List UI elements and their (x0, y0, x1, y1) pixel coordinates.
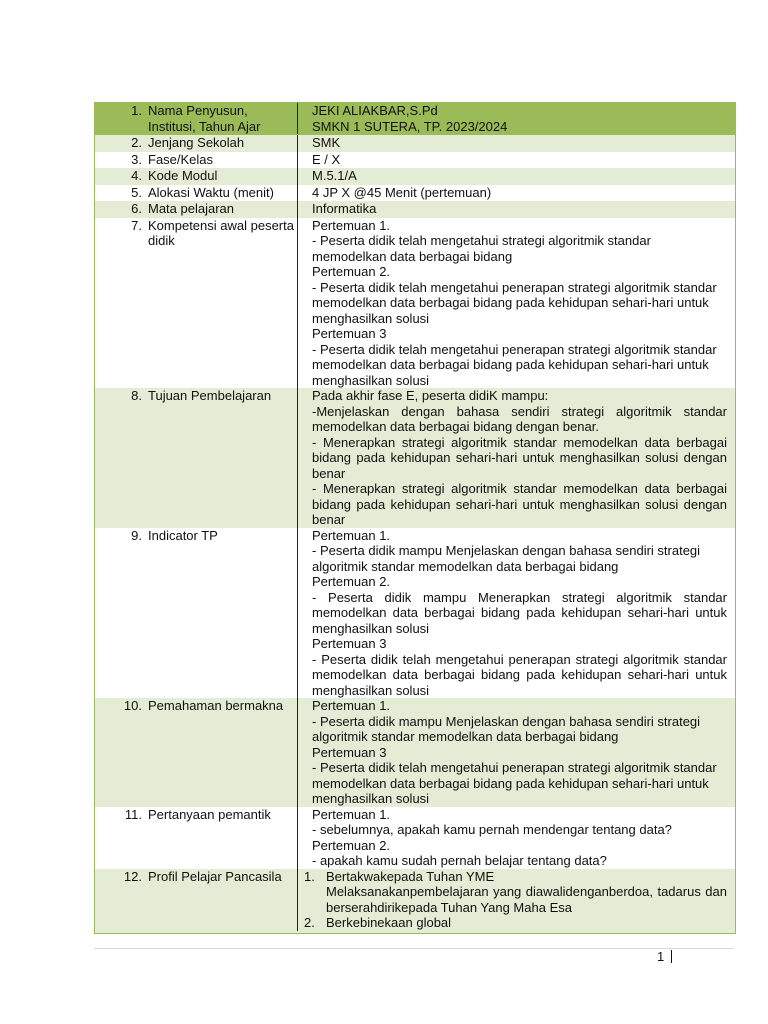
row-number: 4. (131, 168, 142, 183)
row-label: Tujuan Pembelajaran (148, 388, 272, 403)
table-row (95, 388, 735, 528)
row-number: 7. (131, 217, 142, 233)
row-label: Pertanyaan pemantik (148, 806, 271, 822)
row-label: Alokasi Waktu (menit) (148, 184, 274, 200)
footer-divider (94, 948, 734, 949)
table-row (95, 869, 735, 933)
table-row (95, 528, 735, 699)
row-content: 4 JP X @45 Menit (pertemuan) (297, 185, 735, 202)
row-number: 12. (123, 868, 142, 884)
row-number: 8. (131, 388, 142, 403)
row-number: 9. (131, 527, 142, 543)
table-row (95, 185, 735, 202)
row-number: 11. (124, 806, 142, 822)
row-label: Profil Pelajar Pancasila (148, 868, 282, 884)
table-row (95, 218, 735, 389)
row-content: 1. Bertakwakepada Tuhan YME Melaksanakanpembelajaran yang diawalidenganberdoa, tadarus dan berserahdirikepada Tuhan Yang Maha Esa 2. Berkebinekaan global (297, 869, 735, 931)
row-number: 6. (131, 201, 142, 216)
table-row (95, 698, 735, 807)
row-content: E / X (297, 152, 735, 169)
table-row (95, 152, 735, 169)
page-number-bar (671, 950, 672, 963)
row-label: Kode Modul (148, 168, 218, 183)
row-number: 5. (131, 184, 142, 200)
module-info-table (94, 102, 736, 934)
row-label: Pemahaman bermakna (148, 698, 284, 713)
row-label: Fase/Kelas (148, 151, 214, 167)
row-content: Informatika (297, 201, 735, 218)
row-label: Kompetensi awal peserta didik (148, 217, 294, 248)
row-number: 2. (131, 135, 142, 150)
row-content: Pada akhir fase E, peserta didiK mampu: -Menjelaskan dengan bahasa sendiri strategi algoritmik standar memodelkan data berbagai bidang dengan benar. - Menerapkan strategi algoritmik standar memodelkan data berbagai bidang pada kehidupan sehari-hari untuk menghasilkan solusi dengan benar - Menerapkan strategi algoritmik standar memodelkan data berbagai bidang pada kehidupan sehari-hari untuk menghasilkan solusi dengan benar (297, 388, 735, 528)
list-item: 2. Berkebinekaan global (304, 915, 452, 930)
row-content: JEKI ALIAKBAR,S.Pd SMKN 1 SUTERA, TP. 2023/2024 (297, 103, 735, 134)
table-row (95, 102, 735, 135)
table-row (95, 807, 735, 869)
row-number: 10. (123, 698, 142, 713)
row-content: Pertemuan 1. - Peserta didik mampu Menjelaskan dengan bahasa sendiri strategi algoritmik standar memodelkan data berbagai bidang Pertemuan 3 - Peserta didik telah mengetahui penerapan strategi algoritmik standar memodelkan data berbagai bidang pada kehidupan sehari-hari untuk menghasilkan solusi (297, 698, 735, 807)
row-content: Pertemuan 1. - Peserta didik mampu Menjelaskan dengan bahasa sendiri strategi algoritmik standar memodelkan data berbagai bidang Pertemuan 2. - Peserta didik mampu Menerapkan strategi algoritmik standar memodelkan data berbagai bidang pada kehidupan sehari-hari untuk menghasilkan solusi Pertemuan 3 - Peserta didik telah mengetahui penerapan strategi algoritmik standar memodelkan data berbagai bidang pada kehidupan sehari-hari untuk menghasilkan solusi (297, 528, 735, 699)
row-label: Indicator TP (148, 527, 218, 543)
page-number: 1 (657, 949, 665, 964)
row-content: SMK (297, 135, 735, 152)
row-content: M.5.1/A (297, 168, 735, 185)
row-number: 3. (131, 151, 142, 167)
row-number: 1. (131, 103, 142, 118)
table-row (95, 135, 735, 152)
row-label: Mata pelajaran (148, 201, 234, 216)
row-label: Jenjang Sekolah (148, 135, 245, 150)
table-row (95, 168, 735, 185)
row-content: Pertemuan 1. - Peserta didik telah mengetahui strategi algoritmik standar memodelkan data berbagai bidang Pertemuan 2. - Peserta didik telah mengetahui penerapan strategi algoritmik standar memodelkan data berbagai bidang pada kehidupan sehari-hari untuk menghasilkan solusi Pertemuan 3 - Peserta didik telah mengetahui penerapan strategi algoritmik standar memodelkan data berbagai bidang pada kehidupan sehari-hari untuk menghasilkan solusi (297, 218, 735, 389)
row-label: Nama Penyusun, Institusi, Tahun Ajar (148, 103, 261, 134)
list-item: 1. Bertakwakepada Tuhan YME (304, 868, 495, 884)
row-content: Pertemuan 1. - sebelumnya, apakah kamu pernah mendengar tentang data? Pertemuan 2. - apakah kamu sudah pernah belajar tentang data? (297, 807, 735, 869)
table-row (95, 201, 735, 218)
